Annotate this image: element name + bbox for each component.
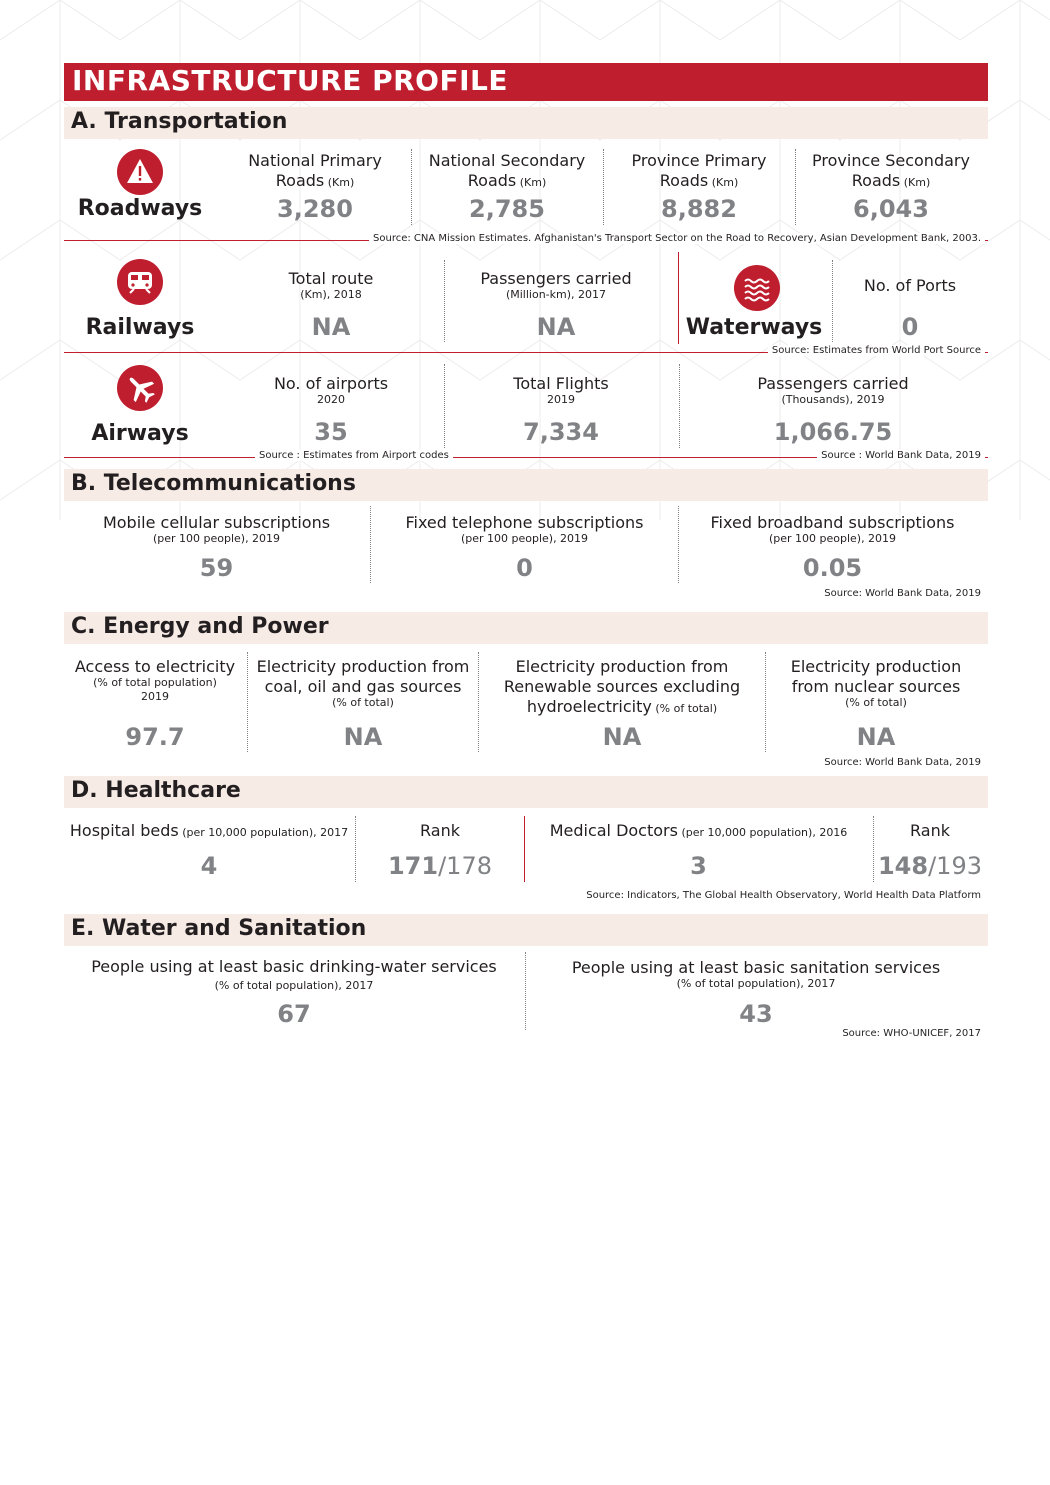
energy-item-3-value: NA <box>602 723 642 751</box>
divider <box>444 260 445 342</box>
airways-item-3-sub: (Thousands), 2019 <box>781 393 885 406</box>
medical-doctors-rank-value: 148/193 <box>877 852 982 880</box>
energy-item-2-value: NA <box>343 723 383 751</box>
water-waves-icon <box>734 265 780 311</box>
section-transportation <box>64 107 988 139</box>
telecom-item-2-sub: (per 100 people), 2019 <box>460 532 589 545</box>
divider-line <box>524 816 525 882</box>
telecom-item-1-label: Mobile cellular subscriptions <box>102 513 331 532</box>
railways-item-2-label: Passengers carried <box>480 269 632 288</box>
telecom-source: Source: World Bank Data, 2019 <box>820 588 985 599</box>
telecom-item-2-value: 0 <box>516 554 533 582</box>
waterways-source: Source: Estimates from World Port Source <box>768 345 985 356</box>
water-item-1-label: People using at least basic drinking-water services <box>91 957 497 976</box>
railways-item-1-value: NA <box>311 313 351 341</box>
hospital-beds-rank-value: 171/178 <box>387 852 492 880</box>
telecom-item-1-sub: (per 100 people), 2019 <box>152 532 281 545</box>
medical-doctors-label: Medical Doctors (per 10,000 population), 2016 <box>549 821 848 840</box>
roadways-item-4-label: Province Secondary Roads (Km) <box>812 151 970 190</box>
railways-item-2-value: NA <box>536 313 576 341</box>
airways-source-airports: Source : Estimates from Airport codes <box>255 450 453 461</box>
section-energy <box>64 612 988 644</box>
divider <box>832 260 833 342</box>
energy-item-1-value: 97.7 <box>125 723 185 751</box>
hospital-beds-rank-label: Rank <box>420 821 460 840</box>
telecom-item-3-value: 0.05 <box>802 554 863 582</box>
medical-doctors-value: 3 <box>690 852 707 880</box>
water-item-1-value: 67 <box>277 1000 311 1028</box>
water-item-2-value: 43 <box>739 1000 773 1028</box>
energy-item-4-value: NA <box>856 723 896 751</box>
roadways-label: Roadways <box>77 196 203 221</box>
energy-item-2-label: Electricity production from coal, oil and gas sources <box>256 657 470 696</box>
divider <box>411 149 412 225</box>
divider <box>765 652 766 752</box>
section-healthcare <box>64 776 988 808</box>
page-title-bar <box>64 63 988 101</box>
train-icon <box>117 259 163 305</box>
road-warning-icon <box>117 149 163 195</box>
airways-item-1-value: 35 <box>314 418 348 446</box>
airways-item-3-value: 1,066.75 <box>773 418 893 446</box>
roadways-source: Source: CNA Mission Estimates. Afghanistan's Transport Sector on the Road to Recovery, Asian Development Bank, 2003. <box>369 233 985 244</box>
divider <box>478 652 479 752</box>
divider <box>873 816 874 882</box>
hospital-beds-value: 4 <box>200 852 218 880</box>
divider-line <box>678 252 679 344</box>
roadways-item-2-label: National Secondary Roads (Km) <box>428 151 586 190</box>
energy-item-3-label: Electricity production from Renewable sources excluding hydroelectricity (% of total) <box>503 657 741 716</box>
roadways-item-2-value: 2,785 <box>469 195 545 223</box>
telecom-item-1-value: 59 <box>199 554 234 582</box>
railways-item-1-sub: (Km), 2018 <box>300 288 362 301</box>
water-item-2-label: People using at least basic sanitation services <box>571 958 941 977</box>
railways-item-2-sub: (Million-km), 2017 <box>505 288 607 301</box>
airways-item-1-sub: 2020 <box>317 393 345 406</box>
divider <box>355 816 356 882</box>
telecom-item-3-sub: (per 100 people), 2019 <box>768 532 897 545</box>
divider <box>679 364 680 448</box>
energy-item-2-sub: (% of total) <box>332 696 394 709</box>
energy-item-1-label: Access to electricity <box>74 657 236 676</box>
section-title-water: E. Water and Sanitation <box>71 916 367 941</box>
section-title-transportation: A. Transportation <box>71 109 288 134</box>
waterways-ports-label: No. of Ports <box>863 276 957 295</box>
airways-item-2-sub: 2019 <box>547 393 575 406</box>
water-item-2-sub: (% of total population), 2017 <box>676 977 836 990</box>
telecom-item-3-label: Fixed broadband subscriptions <box>710 513 955 532</box>
energy-item-4-sub: (% of total) <box>845 696 907 709</box>
divider <box>444 364 445 448</box>
divider <box>795 149 796 225</box>
section-title-telecommunications: B. Telecommunications <box>71 471 356 496</box>
medical-doctors-rank-label: Rank <box>910 821 950 840</box>
divider <box>678 506 679 583</box>
section-water <box>64 914 988 946</box>
water-source: Source: WHO-UNICEF, 2017 <box>838 1028 985 1039</box>
section-title-healthcare: D. Healthcare <box>71 778 241 803</box>
roadways-item-3-label: Province Primary Roads (Km) <box>631 151 767 190</box>
airways-item-1-label: No. of airports <box>273 374 389 393</box>
airways-source-worldbank: Source : World Bank Data, 2019 <box>817 450 985 461</box>
divider <box>525 952 526 1030</box>
airplane-icon <box>117 365 163 411</box>
divider <box>603 149 604 225</box>
page-title: INFRASTRUCTURE PROFILE <box>72 64 508 97</box>
airways-item-3-label: Passengers carried <box>757 374 909 393</box>
airways-item-2-value: 7,334 <box>523 418 599 446</box>
waterways-label: Waterways <box>685 315 823 340</box>
waterways-ports-value: 0 <box>901 313 919 341</box>
roadways-item-1-value: 3,280 <box>277 195 353 223</box>
roadways-item-3-value: 8,882 <box>661 195 737 223</box>
airways-label: Airways <box>91 421 189 446</box>
health-source: Source: Indicators, The Global Health Observatory, World Health Data Platform <box>582 890 985 901</box>
water-item-1-sub: (% of total population), 2017 <box>214 979 374 992</box>
railways-label: Railways <box>85 315 195 340</box>
energy-item-1-sub: (% of total population) 2019 <box>93 676 217 703</box>
roadways-item-4-value: 6,043 <box>853 195 929 223</box>
energy-source: Source: World Bank Data, 2019 <box>820 757 985 768</box>
roadways-item-1-label: National Primary Roads (Km) <box>248 151 382 190</box>
divider <box>247 652 248 752</box>
energy-item-4-label: Electricity production from nuclear sources <box>790 657 962 696</box>
divider <box>370 506 371 583</box>
section-title-energy: C. Energy and Power <box>71 614 329 639</box>
hospital-beds-label: Hospital beds (per 10,000 population), 2017 <box>69 821 349 840</box>
section-telecommunications <box>64 469 988 501</box>
airways-item-2-label: Total Flights <box>513 374 609 393</box>
railways-item-1-label: Total route <box>288 269 374 288</box>
telecom-item-2-label: Fixed telephone subscriptions <box>405 513 644 532</box>
